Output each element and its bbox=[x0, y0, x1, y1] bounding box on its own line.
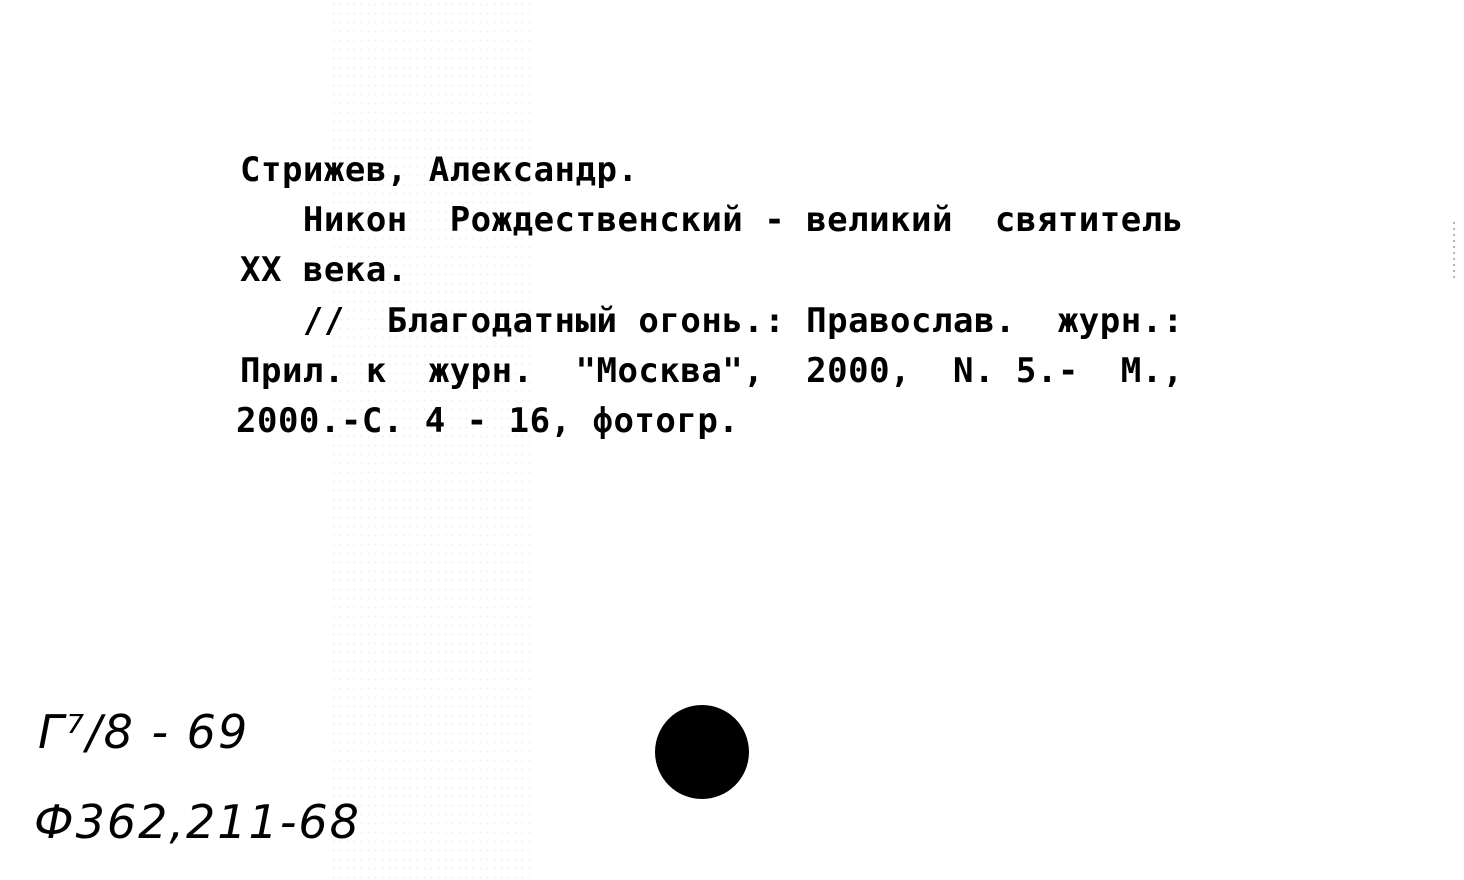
author-line: Стрижев, Александр. bbox=[240, 150, 639, 190]
title-line-2: XX века. bbox=[240, 250, 408, 290]
handwritten-shelfmark: Г⁷/8 - 69 bbox=[38, 705, 250, 759]
title-line-1: Никон Рождественский - великий святитель bbox=[240, 200, 1184, 240]
source-line-3: 2000.-С. 4 - 16, фотогр. bbox=[236, 401, 740, 441]
handwritten-fund-number: Ф362,211-68 bbox=[34, 795, 361, 849]
source-line-1: // Благодатный огонь.: Православ. журн.: bbox=[240, 301, 1184, 341]
source-line-2: Прил. к журн. "Москва", 2000, N. 5.- М., bbox=[240, 351, 1184, 391]
punch-hole bbox=[655, 705, 749, 799]
edge-scan-mark bbox=[1452, 220, 1456, 280]
